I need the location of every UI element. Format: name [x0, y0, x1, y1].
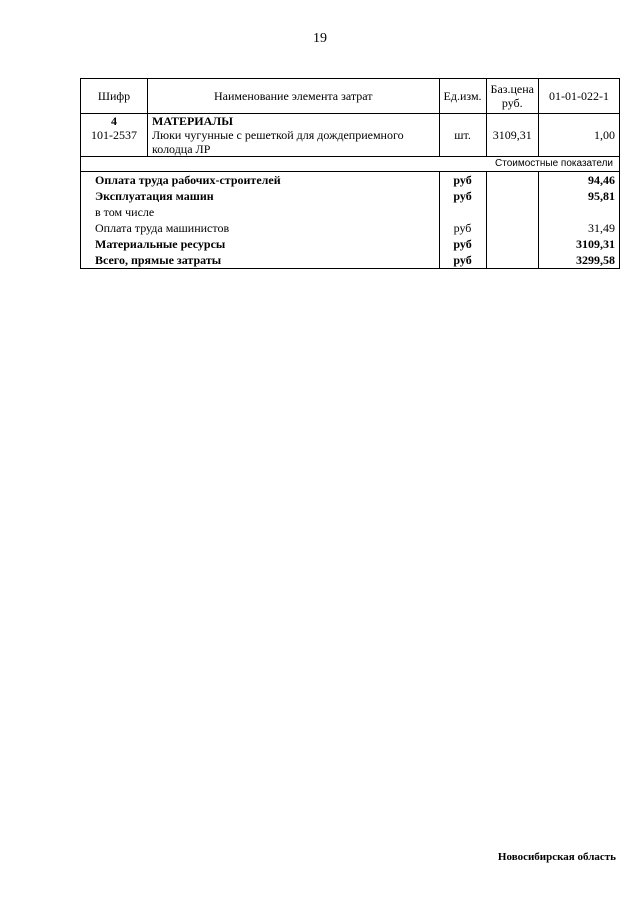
subheader-row [81, 157, 620, 172]
summary-row [81, 188, 620, 204]
summary-row [81, 172, 620, 189]
section-title: МАТЕРИАЛЫ [152, 114, 233, 128]
material-price: 3109,31 [486, 114, 538, 157]
summary-name: Всего, прямые затраты [81, 252, 440, 269]
header-name: Наименование элемента затрат [148, 79, 440, 114]
summary-unit [439, 204, 486, 220]
header-code: Шифр [81, 79, 148, 114]
material-row [81, 114, 620, 157]
summary-unit: руб [439, 188, 486, 204]
header-unit: Ед.изм. [439, 79, 486, 114]
summary-value: 3109,31 [539, 236, 620, 252]
summary-empty [486, 220, 538, 236]
material-code-cell [81, 114, 148, 157]
summary-value: 94,46 [539, 172, 620, 189]
summary-name: в том числе [81, 204, 440, 220]
summary-value: 95,81 [539, 188, 620, 204]
header-base-price: Баз.цена руб. [486, 79, 538, 114]
summary-body [81, 172, 620, 269]
material-name: Люки чугунные с решеткой для дождеприемного колодца ЛР [152, 128, 404, 156]
summary-value: 31,49 [539, 220, 620, 236]
summary-empty [486, 204, 538, 220]
page-number: 19 [313, 31, 327, 46]
summary-row [81, 252, 620, 269]
table-header-row [81, 79, 620, 114]
summary-unit: руб [439, 220, 486, 236]
estimate-table [80, 78, 620, 269]
material-name-cell [148, 114, 440, 157]
material-unit: шт. [439, 114, 486, 157]
summary-name: Оплата труда рабочих-строителей [81, 172, 440, 189]
summary-unit: руб [439, 236, 486, 252]
summary-value [539, 204, 620, 220]
summary-empty [486, 236, 538, 252]
summary-value: 3299,58 [539, 252, 620, 269]
summary-name: Материальные ресурсы [81, 236, 440, 252]
summary-empty [486, 172, 538, 189]
summary-row [81, 204, 620, 220]
footer-region: Новосибирская область [497, 851, 616, 863]
summary-empty [486, 252, 538, 269]
summary-unit: руб [439, 252, 486, 269]
summary-row [81, 236, 620, 252]
header-rate-code: 01-01-022-1 [539, 79, 620, 114]
summary-name: Оплата труда машинистов [81, 220, 440, 236]
summary-row [81, 220, 620, 236]
section-number: 4 [111, 114, 117, 128]
cost-indicators-label: Стоимостные показатели [81, 157, 620, 172]
summary-name: Эксплуатация машин [81, 188, 440, 204]
summary-unit: руб [439, 172, 486, 189]
summary-empty [486, 188, 538, 204]
material-code: 101-2537 [91, 128, 137, 142]
material-qty: 1,00 [539, 114, 620, 157]
